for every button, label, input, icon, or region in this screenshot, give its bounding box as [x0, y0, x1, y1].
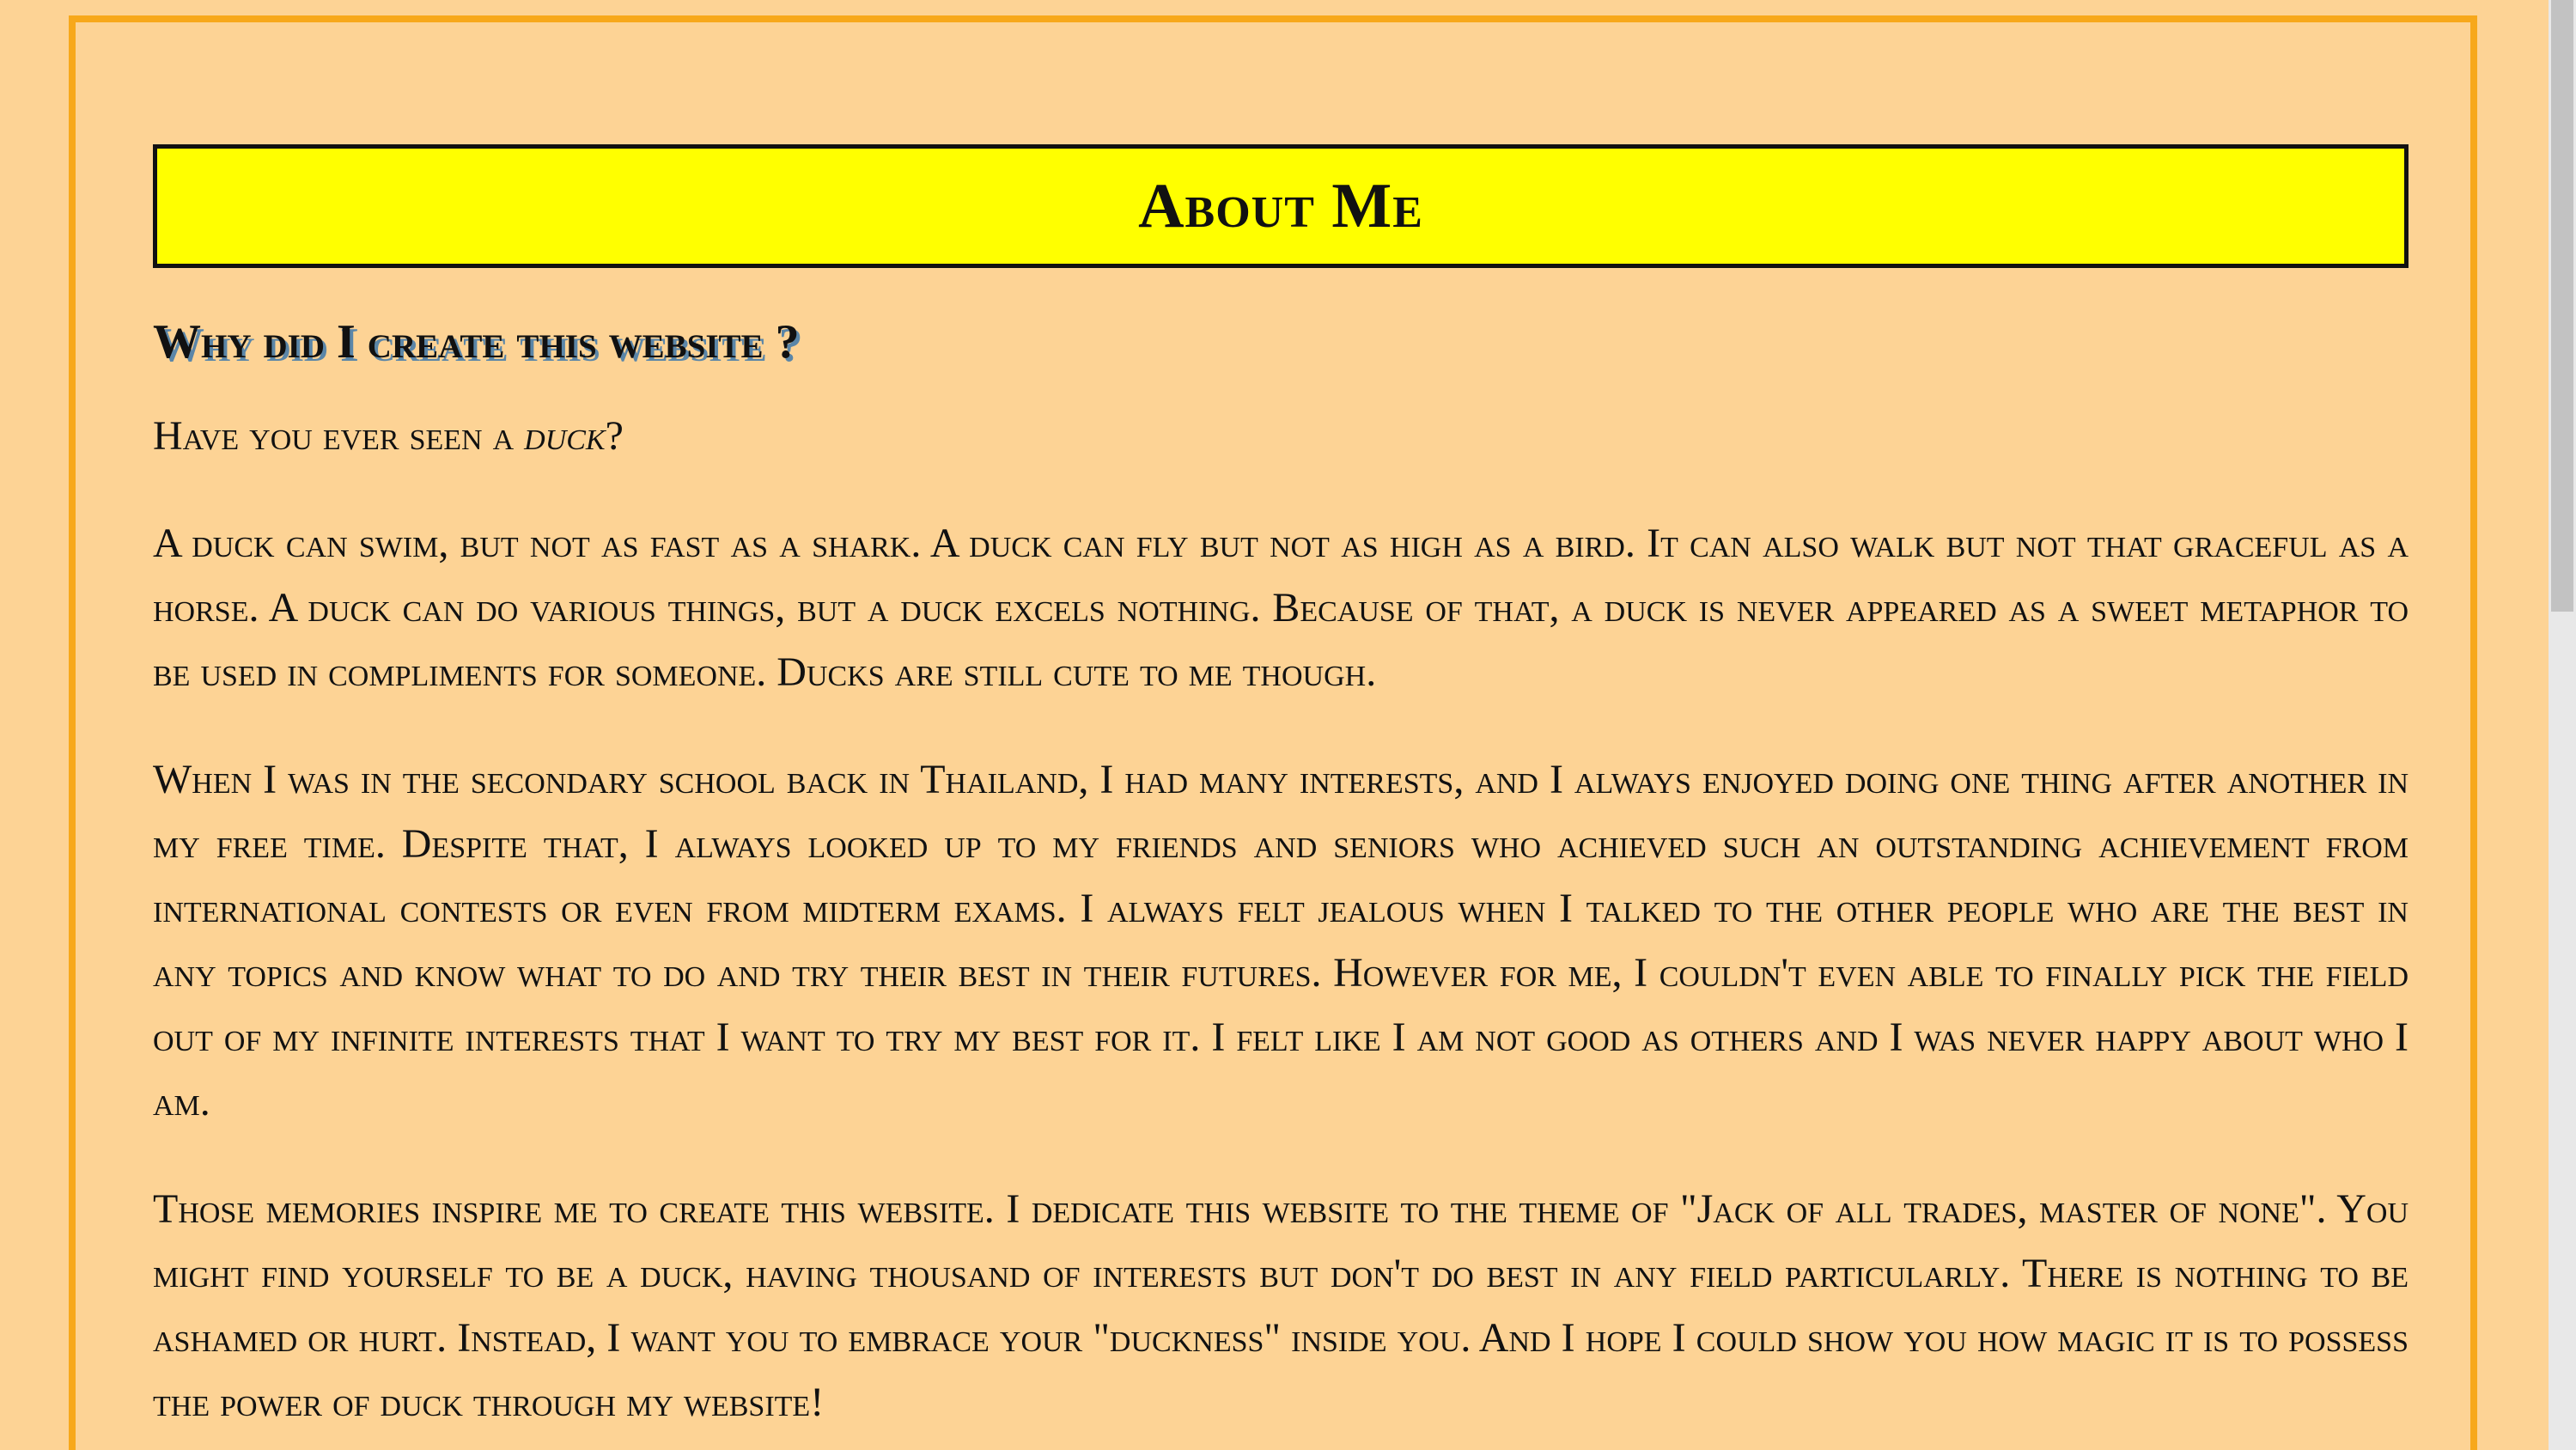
content-frame	[69, 15, 2477, 1450]
paragraph-duck-abilities: A duck can swim, but not as fast as a shark. A duck can fly but not as high as a bird. It can also walk but not that graceful as a horse. A duck can do various things, but a duck excels nothing. Because of that, a duck is never appeared as a sweet metaphor to be used in compliments for someone. Ducks are still cute to me though.	[153, 521, 2409, 695]
intro-emphasis: duck	[524, 413, 606, 459]
scrollbar-thumb[interactable]	[2551, 0, 2573, 612]
page-title: About Me	[1138, 170, 1423, 241]
vertical-scrollbar[interactable]	[2549, 0, 2576, 1450]
title-banner	[153, 144, 2409, 268]
intro-end: ?	[605, 413, 624, 459]
intro-paragraph	[153, 404, 2409, 468]
content-area	[153, 144, 2409, 1435]
intro-text: Have you ever seen a	[153, 413, 525, 459]
paragraph-school-memories: When I was in the secondary school back in Thailand, I had many interests, and I always enjoyed doing one thing after another in my free time. Despite that, I always looked up to my friends and seniors who achieved such an outstanding achievement from international contests or even from midterm exams. I always felt jealous when I talked to the other people who are the best in any topics and know what to do and try their best in their futures. However for me, I couldn't even able to finally pick the field out of my infinite interests that I want to try my best for it. I felt like I am not good as others and I was never happy about who I am.	[153, 757, 2409, 1124]
paragraph-website-purpose: Those memories inspire me to create this website. I dedicate this website to the theme of "Jack of all trades, master of none". You might find yourself to be a duck, having thousand of interests but don't do best in any field particularly. There is nothing to be ashamed or hurt. Instead, I want you to embrace your "duckness" inside you. And I hope I could show you how magic it is to possess the power of duck through my website!	[153, 1186, 2409, 1425]
section-heading: Why did I create this website ?	[153, 315, 800, 369]
